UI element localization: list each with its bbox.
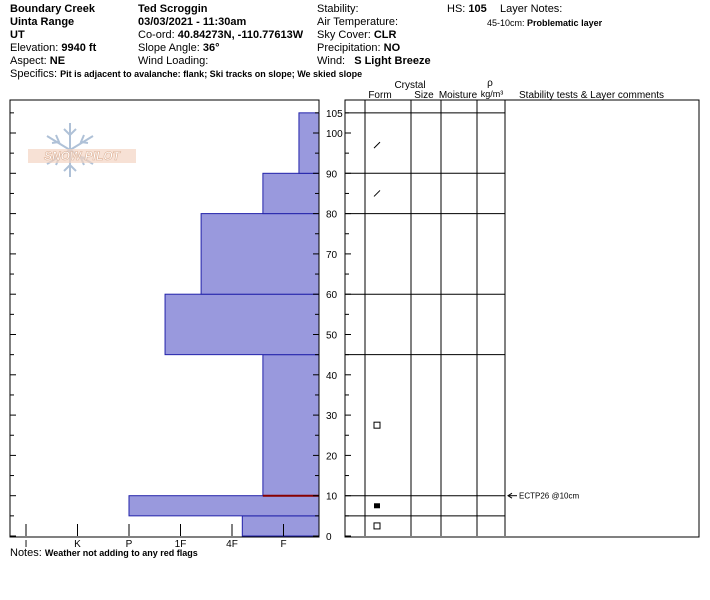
density-symbol-header: ρ <box>487 78 493 89</box>
hardness-bar <box>299 113 319 173</box>
hardness-bar <box>263 355 319 496</box>
precip-label: Precipitation: <box>317 42 381 54</box>
wind-loading-label: Wind Loading: <box>138 55 209 67</box>
hardness-tick-label: P <box>125 539 133 550</box>
aspect-value: NE <box>49 55 66 67</box>
stability-label: Stability: <box>317 3 359 15</box>
hardness-bar <box>263 173 319 213</box>
depth-tick-label: 70 <box>326 249 338 261</box>
notes-value: Weather not adding to any red flags <box>44 548 198 558</box>
sky-value: CLR <box>373 29 397 41</box>
hardness-bar <box>242 516 319 536</box>
hs-value: 105 <box>468 3 487 15</box>
hardness-tick-label: I <box>24 539 28 550</box>
filled-square-symbol <box>374 503 380 508</box>
form-header: Form <box>368 90 392 101</box>
crystal-header: Crystal <box>394 80 426 91</box>
stability-test-label: ECTP26 @10cm <box>519 491 580 501</box>
depth-tick-label: 100 <box>326 129 343 140</box>
range: Uinta Range <box>10 16 75 28</box>
comments-header: Stability tests & Layer comments <box>519 90 665 101</box>
open-square-symbol <box>374 523 380 529</box>
form-symbols <box>374 142 380 529</box>
slope-label: Slope Angle: <box>138 42 200 54</box>
aspect-label: Aspect: <box>10 55 47 67</box>
hardness-bar <box>129 496 319 516</box>
layers-table-frame <box>345 100 699 537</box>
depth-tick-label: 50 <box>326 330 338 342</box>
hardness-bars <box>129 113 319 536</box>
hs-label: HS: <box>447 3 466 15</box>
snowpilot-logo <box>28 123 136 177</box>
logo-text: SNOW PILOT <box>44 149 120 163</box>
hardness-tick-label: 1F <box>174 539 187 550</box>
depth-tick-label: 60 <box>326 290 338 302</box>
wind-value: S Light Breeze <box>354 55 431 67</box>
depth-tick-label: 105 <box>326 108 343 120</box>
location: Boundary Creek <box>10 3 95 15</box>
size-header: Size <box>414 90 434 101</box>
layer-note-text: Problematic layer <box>527 18 603 28</box>
density-unit-header: kg/m³ <box>480 89 504 99</box>
depth-tick-label: 30 <box>326 411 338 423</box>
hardness-tick-label: F <box>280 539 287 550</box>
hardness-bar <box>201 214 319 295</box>
slash-symbol <box>374 190 380 196</box>
observer: Ted Scroggin <box>138 3 208 15</box>
notes-label: Notes: <box>10 547 42 559</box>
hardness-tick-label: K <box>74 539 81 550</box>
slope-value: 36° <box>202 42 220 54</box>
elevation-value: 9940 ft <box>61 42 97 54</box>
depth-tick-label: 10 <box>326 491 338 503</box>
depth-tick-label: 20 <box>326 451 338 463</box>
sky-label: Sky Cover: <box>317 29 371 41</box>
depth-tick-label: 40 <box>326 370 338 382</box>
depth-tick-label: 0 <box>326 532 332 543</box>
precip-value: NO <box>383 42 401 54</box>
state: UT <box>10 29 25 41</box>
specifics-value: Pit is adjacent to avalanche: flank; Ski tracks on slope; We skied slope <box>60 69 363 79</box>
slash-symbol <box>374 142 380 148</box>
elevation-label: Elevation: <box>10 42 59 54</box>
layer-note-range: 45-10cm: <box>487 18 525 28</box>
wind-label: Wind: <box>317 55 346 67</box>
hardness-bar <box>165 294 319 354</box>
stability-tests <box>508 492 579 501</box>
layers-table <box>345 100 505 536</box>
air-temp-label: Air Temperature: <box>317 16 399 28</box>
coord-label: Co-ord: <box>138 29 175 41</box>
specifics-label: Specifics: <box>10 68 58 80</box>
open-square-symbol <box>374 422 380 428</box>
layer-notes-label: Layer Notes: <box>500 3 563 15</box>
datetime: 03/03/2021 - 11:30am <box>138 16 247 28</box>
depth-tick-label: 90 <box>326 169 338 181</box>
moisture-header: Moisture <box>438 90 478 101</box>
depth-tick-label: 80 <box>326 209 338 221</box>
coord-value: 40.84273N, -110.77613W <box>177 29 304 41</box>
hardness-tick-label: 4F <box>226 539 238 550</box>
